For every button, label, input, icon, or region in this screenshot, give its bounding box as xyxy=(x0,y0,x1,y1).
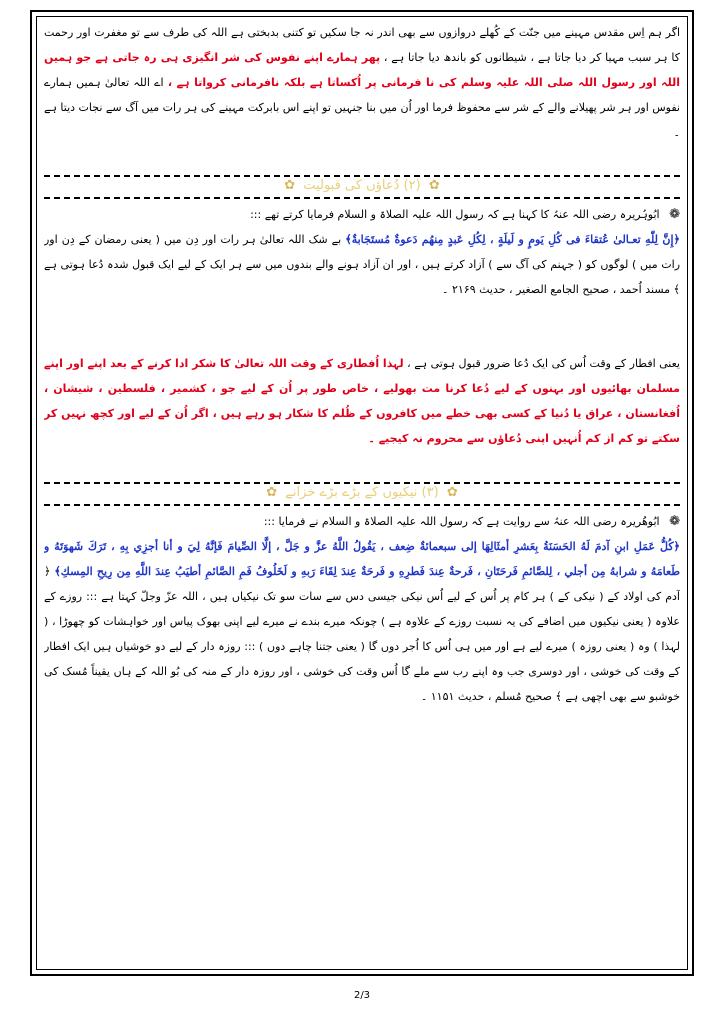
flower-bullet-icon: ❁ xyxy=(669,514,680,529)
flourish-icon: ✿ xyxy=(446,485,458,500)
hadith-arabic-text: ﴿إِنَّ لِلّٰهِ تعـالىٰ عُتقاءَ فی كُلِ يَومٍ و لَيلَةٍ ، لِكُلِ عَبدٍ مِنهُم دَعوةٌ مُستَجَابةٌ﴾ xyxy=(345,233,680,246)
section-title: (۳) نیکیوں کے بڑے بڑے خزانے xyxy=(285,485,439,500)
hadith-reference: صحیح مُسلم ، حدیث ۱۱۵۱ ۔ xyxy=(420,690,552,703)
paragraph-highlight: لہذا اُفطاری کے وقت اللہ تعالیٰ کا شکر ادا کرنے کے بعد اپنے اور اپنے مسلمان بھائیوں اور بہنوں کے لیے دُعا کرنا مت بھولیے ، خاص طور پر اُن کے لیے جو ، کشمیر ، فلسطین ، شیشان ، اُفغانستان ، عراق یا دُنیا کے کسی بھی خطے میں کافروں کے ظُلم کا شکار ہو رہے ہیں ، اگر اُن کے لیے اور کچھ نہیں کر سکتے تو کم از کم اُنہیں اپنی دُعاؤں سے محروم نہ کیجیے ۔ xyxy=(44,357,680,445)
flourish-icon: ✿ xyxy=(266,485,278,500)
flourish-icon: ✿ xyxy=(284,178,296,193)
paragraph-text: یعنی افطار کے وقت اُس کی ایک دُعا ضرور قبول ہوتی ہے ، xyxy=(407,357,680,370)
paragraph-highlight: پھر ہمارے اپنے نفوس کی شر انگیزی ہی رہ جاتی ہے جو ہمیں اللہ اور رسول اللہ صلی اللہ علیہ وسلم کی نا فرمانی پر اُکساتا ہے بلکہ نافرمانی کرواتا ہے ، xyxy=(44,51,680,89)
flourish-icon: ✿ xyxy=(428,178,440,193)
hadith-arabic-text: ﴿كُلُّ عَمَلِ ابنِ آدمَ لَهُ الحَسَنَةُ بِعَشرِ أمثَالِهَا إلى سبعمائةٌ ضِعف ، يَقُولُ اللَّهُ عزَّ و جَلَّ ، إلَّا الصِّيامَ فَإنَّهُ لِيَ و أنا أجزِي بِهِ ، تَرَكَ شَهوَتَهُ و طَعامَهُ و شرابهُ مِن أجلي ، لِلصَّائمِ فَرحَتَانِ ، فَرحةٌ عِندَ فَطرِهِ و فَرحَةٌ عِندَ لِقَاءَ رَبهِ و لَخَلُوفُ فَمِ الصَّائمِ أطيَبُ عِندَ اللَّهِ مِن رِيحِ المِسكِ﴾ xyxy=(44,540,680,578)
document-body xyxy=(44,20,680,822)
paragraph-text: اگر ہم اِس مقدس مہینے میں جنّت کے کُھلے دروازوں سے بھی اندر نہ جا سکیں تو کتنی بدبختی ہے اللہ کی طرف سے تو مغفرت اور رحمت کا ہر سبب مہیا کر دیا جاتا ہے ، شیطانوں کو باندھ دیا جاتا ہے ، xyxy=(44,26,680,64)
hadith-body xyxy=(44,534,680,822)
section-heading xyxy=(44,178,680,196)
section-heading xyxy=(44,485,680,503)
hadith-intro-text: ابُوہُریرہ رضی اللہ عنہُ کا کہنا ہے کہ رسول اللہ علیہ الصلاۃ و السلام فرمایا کرتے تھے ::: xyxy=(250,208,660,221)
hadith-intro-text: ابُوھُریرہ رضی اللہ عنہُ سے روایت ہے کہ رسول اللہ علیہ الصلاۃ و السلام نے فرمایا ::: xyxy=(263,515,660,528)
flower-bullet-icon: ❁ xyxy=(669,207,680,222)
section-divider xyxy=(44,173,680,201)
page-number: 2/3 xyxy=(353,990,371,1001)
paragraph-text: اے اللہ تعالیٰ ہمیں ہمارے نفوس اور ہر شر پھیلانے والے کے شر سے محفوظ فرما اور اُن میں بنا جنہیں تو اپنے اس بابرکت مہینے کی ہر رات میں آگ سے نجات دیتا ہے ۔ xyxy=(44,76,680,139)
section-divider xyxy=(44,480,680,508)
hadith-translation: ﴿ آدم کی اولاد کے ( نیکی کے ) ہر کام پر اُس کے لیے اُس نیکی جیسی دس سے سات سو تک نیکیاں ہیں ، اللہ عزّ وجلّ کہتا ہے ::: روزے کے علاوہ ( یعنی نیکیوں میں اضافے کی یہ نسبت روزے کے علاوہ ہے ) چونکہ میرے بندے نے میرے لیے اپنی بھوک پیاس اور خواہشات کو چھوڑا ، ( لہذا ) وہ ( یعنی روزہ ) میرے لیے ہے اور میں ہی اُس کا اُجر دوں گا ( یعنی جتنا چاہے دوں ) ::: روزہ دار کے لیے دو خوشیاں ہیں ایک افطار کے وقت کی خوشی ، اور دوسری جب وہ اپنے رب سے ملے گا اُس وقت کی خوشی ، اور روزہ دار کے منہ کی بُو اللہ کے ہاں یقیناً مُسک کی خوشبو سے بھی اچھی ہے ﴾ xyxy=(44,565,680,703)
hadith-intro xyxy=(44,203,680,227)
hadith-intro xyxy=(44,510,680,534)
hadith-reference: مسند اُحمد ، صحیح الجامع الصغیر ، حدیث ۲۱۶۹ ۔ xyxy=(442,283,671,296)
hadith-body xyxy=(44,227,680,351)
hadith-translation: بے شک اللہ تعالیٰ ہر رات اور دِن میں ( یعنی رمضان کے دِن اور رات میں ) لوگوں کو ( جہنم کی آگ سے ) آزاد کرتے ہیں ، اور ان آزاد ہونے والے بندوں میں سے ہر ایک کے لیے ایک قبول شدہ دُعا ہوتی ہے ﴾ xyxy=(44,233,680,296)
paragraph-iftar-dua xyxy=(44,351,680,479)
section-title: (۲) دُعاؤں کی قبولیت xyxy=(303,178,421,193)
paragraph-ramadan-intro xyxy=(44,20,680,172)
